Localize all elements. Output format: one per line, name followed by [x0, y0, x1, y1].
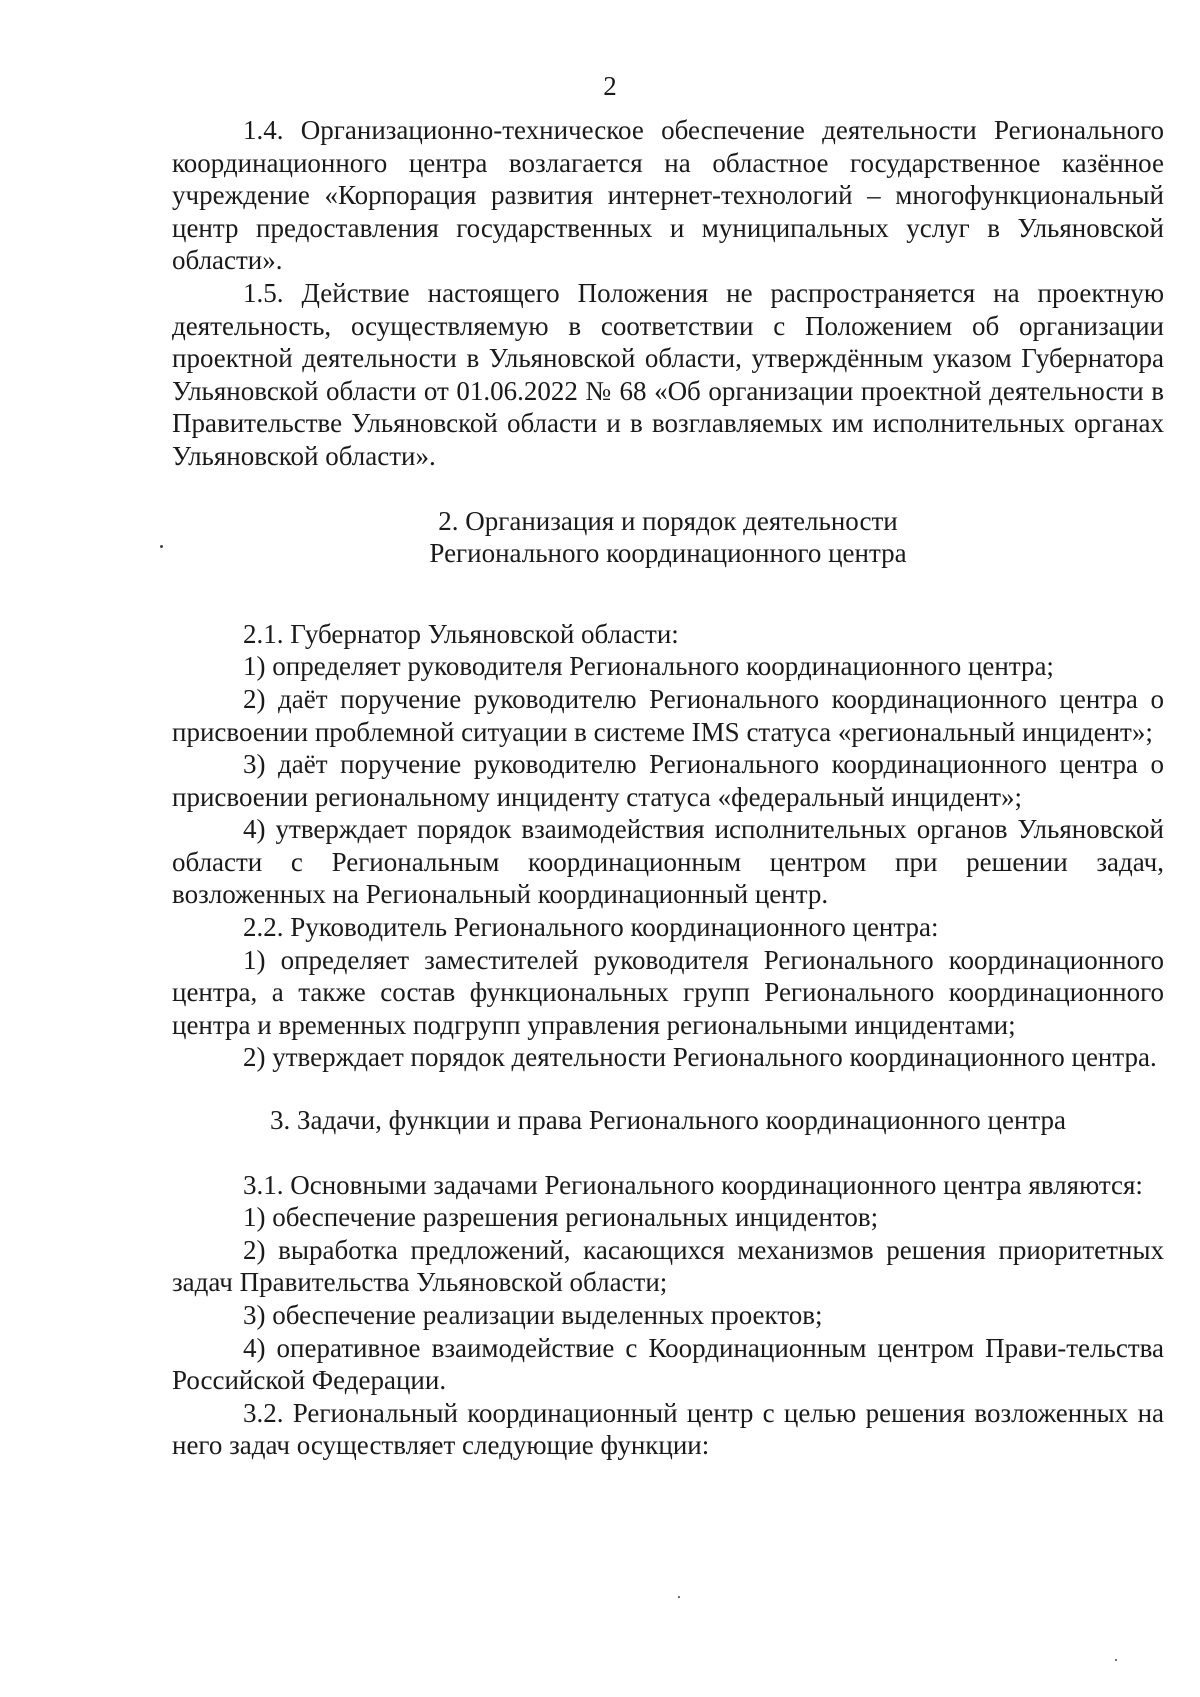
spacer — [172, 570, 1164, 618]
scan-speck — [160, 545, 163, 548]
paragraph-3-1-item-1: 1) обеспечение разрешения региональных инцидентов; — [243, 1202, 879, 1233]
paragraph-3-1-item-3: 3) обеспечение реализации выделенных проектов; — [243, 1300, 823, 1330]
section-2-heading-line-2: Регионального координационного центра — [429, 538, 907, 569]
paragraph-2-2-item-2: 2) утверждает порядок деятельности Регионального координационного центра. — [243, 1042, 1157, 1073]
paragraph-2-1-item-1: 1) определяет руководителя Регионального координационного центра; — [243, 651, 1054, 682]
paragraph-3-1: 3.1. Основными задачами Регионального координационного центра являются: — [243, 1169, 1143, 1200]
paragraph-2-1-item-2: 2) даёт поручение руководителю Регионального координационного центра о присвоении проблемной ситуации в системе IMS статуса «региональный инцидент»; — [172, 683, 1164, 747]
paragraph-3-2: 3.2. Региональный координационный центр с целью решения возложенных на него задач осуществляет следующие функции: — [172, 1397, 1164, 1461]
spacer — [172, 1137, 1164, 1169]
spacer — [172, 1074, 1164, 1104]
paragraph-1-4: 1.4. Организационно-техническое обеспечение деятельности Регионального координационного центра возлагается на областное государственное казённое учреждение «Корпорация развития интернет-технологий – многофункциональный центр предоставления государственных и муниципальных услуг в Ульяновской области». — [172, 115, 1164, 276]
paragraph-2-1-item-4: 4) утверждает порядок взаимодействия исполнительных органов Ульяновской области с Региональным координационным центром при решении задач, возложенных на Региональный координационный центр. — [172, 814, 1164, 910]
paragraph-2-2: 2.2. Руководитель Регионального координационного центра: — [243, 912, 939, 943]
document-body — [172, 114, 1164, 1462]
paragraph-1-5: 1.5. Действие настоящего Положения не распространяется на проектную деятельность, осуществляемую в соответствии с Положением об организации проектной деятельности в Ульяновской области, утверждённым указом Губернатора Ульяновской области от 01.06.2022 № 68 «Об организации проектной деятельности в Правительстве Ульяновской области и в возглавляемых им исполнительных органах Ульяновской области». — [172, 277, 1164, 471]
paragraph-3-1-item-4: 4) оперативное взаимодействие с Координационным центром Прави-тельства Российской Федерации. — [172, 1332, 1164, 1396]
paragraph-2-1-item-3: 3) даёт поручение руководителю Регионального координационного центра о присвоении региональному инциденту статуса «федеральный инцидент»; — [172, 749, 1164, 812]
scan-speck — [1115, 1659, 1117, 1661]
spacer — [172, 473, 1164, 505]
paragraph-3-1-item-2: 2) выработка предложений, касающихся механизмов решения приоритетных задач Правительства Ульяновской области; — [172, 1234, 1164, 1298]
paragraph-2-1: 2.1. Губернатор Ульяновской области: — [243, 618, 679, 649]
scan-speck — [678, 1596, 680, 1598]
paragraph-2-2-item-1: 1) определяет заместителей руководителя Регионального координационного центра, а также состав функциональных групп Регионального координационного центра и временных подгрупп управления региональными инцидентами; — [172, 944, 1164, 1040]
section-3-heading: 3. Задачи, функции и права Регионального координационного центра — [269, 1105, 1067, 1136]
page-number: 2 — [603, 71, 617, 101]
section-2-heading-line-1: 2. Организация и порядок деятельности — [438, 505, 898, 536]
